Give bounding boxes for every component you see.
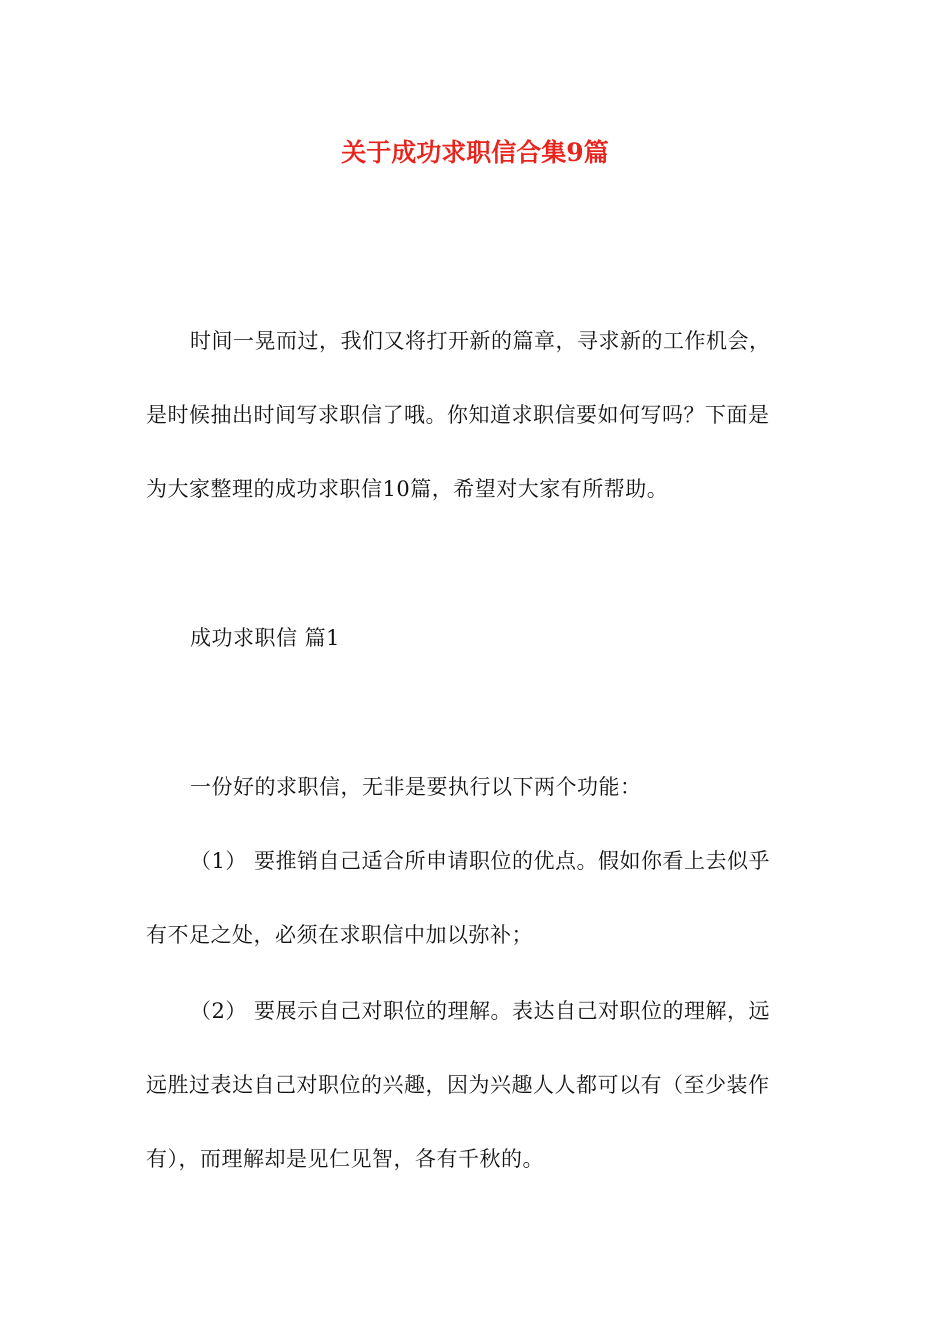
paragraph-line-2: （1） 要推销自己适合所申请职位的优点。假如你看上去似乎 <box>190 849 771 873</box>
document-title: 关于成功求职信合集9篇 <box>341 138 609 167</box>
intro-line-2: 是时候抽出时间写求职信了哦。你知道求职信要如何写吗？下面是 <box>146 403 770 427</box>
section-heading: 成功求职信 篇1 <box>190 626 341 650</box>
intro-line-3: 为大家整理的成功求职信10篇，希望对大家有所帮助。 <box>146 477 669 501</box>
paragraph-line-3: 有不足之处，必须在求职信中加以弥补； <box>146 923 533 947</box>
intro-line-1: 时间一晃而过，我们又将打开新的篇章，寻求新的工作机会， <box>190 329 771 353</box>
paragraph-line-4: （2） 要展示自己对职位的理解。表达自己对职位的理解，远 <box>190 999 771 1023</box>
paragraph-line-6: 有），而理解却是见仁见智，各有千秋的。 <box>146 1147 544 1171</box>
paragraph-line-5: 远胜过表达自己对职位的兴趣，因为兴趣人人都可以有（至少装作 <box>146 1073 770 1097</box>
paragraph-line-1: 一份好的求职信，无非是要执行以下两个功能： <box>190 775 642 799</box>
